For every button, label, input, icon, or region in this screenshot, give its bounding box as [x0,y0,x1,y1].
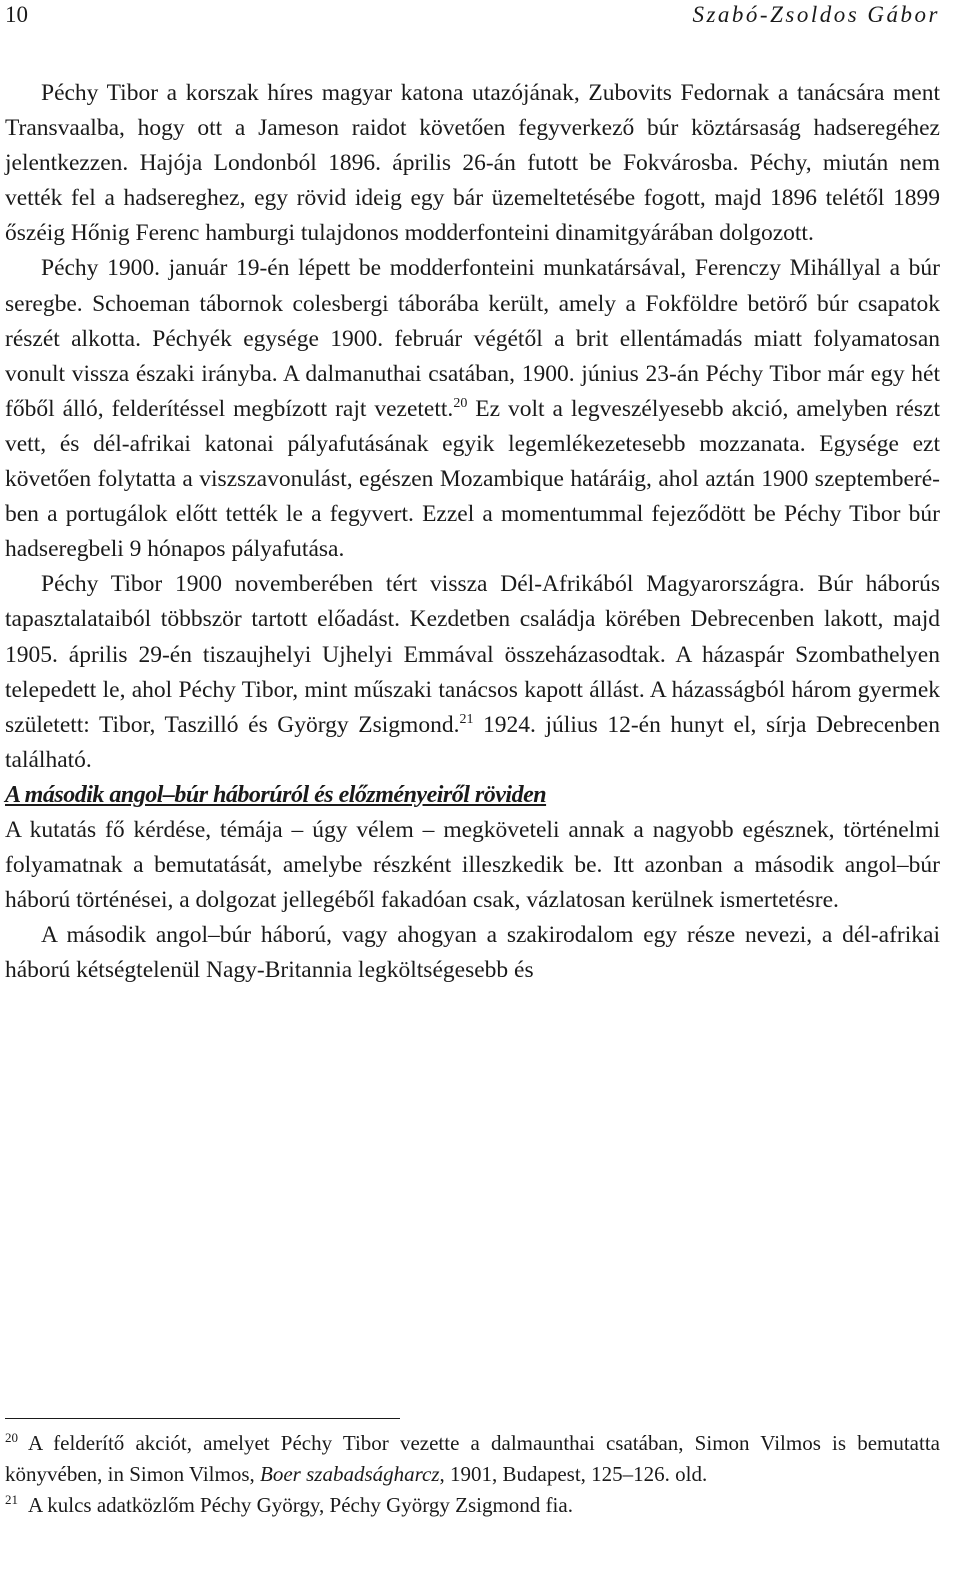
paragraph: A második angol–búr háború, vagy ahogyan a szakirodalom egy része nevezi, a dél-afrikai háború kétségtelenül Nagy-Britannia legköltségesebb és [5,922,940,984]
running-head-author: Szabó-Zsoldos Gábor [692,2,940,27]
paragraph [5,76,940,251]
section-title: A második angol–búr háborúról és előzményeiről röviden [5,781,547,808]
page-number: 10 [5,2,28,27]
paragraph-text: Péchy Tibor 1900 novemberében tért vissza Dél-Afrikából Magyarországra. Búr háborús tapasztalataiból többször tartott előadást. Kezdetben családja körében Debrecenben lakott, majd 1905. április 29-én tiszaujhelyi Ujhelyi Emmával összeházasodtak. A házaspár Szombathelyen telepedett le, ahol Péchy Tibor, mint műszaki tanácsos kapott állást. A házasságból három gyermek született: Tibor, Taszilló és György Zsigmond. [5,571,940,738]
footnote-separator [5,1418,400,1419]
footnote-ref[interactable]: 20 [453,395,468,411]
body-text [5,76,940,988]
paragraph: A kutatás fő kérdése, témája – úgy vélem – megköveteli annak a nagyobb egésznek, történelmi folyamatnak a bemutatását, amelybe részként illeszkedik be. Itt azonban a második angol–búr háború történései, a dolgozat jellegéből fakadóan csak, vázlatosan kerülnek ismertetésre. [5,816,940,914]
paragraph-text: Ez volt a legveszélyesebb akció, amelyben részt vett, és dél-afrikai katonai pályafutásának egyik legemlékezetesebb mozzanata. Egysége ezt követően folytatta a viszszavonulást, egészen Mozambique határáig, ahol aztán 1900 szeptemberében a portugálok előtt tették le a fegyvert. Ezzel a momentummal fejeződött be Péchy Tibor búr hadseregbeli 9 hónapos pályafutása. [5,395,940,563]
footnote-ref[interactable]: 21 [459,711,474,727]
paragraph [5,567,940,778]
footnote-text: A kulcs adatközlőm Péchy György, Péchy György Zsigmond fia. [28,1493,573,1517]
footnotes [5,1428,940,1521]
footnote-text: A felderítő akciót, amelyet Péchy Tibor vezette a dalmaunthai csatában, Simon Vilmos is bemutatta könyvében, in Simon Vilmos, [5,1431,940,1486]
paragraph [5,251,940,567]
paragraph-text: 1924. július 12-én hunyt el, sírja Debrecenben található. [5,711,940,773]
footnote-text: , 1901, Budapest, 125–126. old. [439,1462,708,1486]
paragraph-text: Péchy Tibor a korszak híres magyar katona utazójának, Zubovits Fedornak a tanácsára ment Transvaalba, hogy ott a Jameson raidot követően fegyverkező búr köztársaság hadseregéhez jelentkezzen. Hajója Londonból 1896. április 26-án futott be Fokvárosba. Péchy, miután nem vették fel a hadsereghez, egy rövid ideig egy bár üzemeltetésébe fogott, majd 1896 telétől 1899 őszéig Hőnig Ferenc hamburgi tulajdonos modderfonteini dinamitgyárában dolgozott. [5,80,940,247]
footnote-number: 20 [5,1430,18,1445]
page-header [5,0,940,40]
footnote [5,1428,940,1490]
footnote-number: 21 [5,1492,18,1507]
footnote-book-title: Boer szabadságharcz [260,1462,440,1486]
document-page [5,0,940,1517]
paragraph-text: Péchy 1900. január 19-én lépett be modderfonteini munkatársával, Ferenczy Mihállyal a búr seregbe. Schoeman tábornok colesbergi táborába került, amely a Fokföldre betörő búr csapatok részét alkotta. Péchyék egysége 1900. február végétől a brit ellentámadás miatt folyamatosan vonult vissza északi irányba. A dalmanuthai csatában, 1900. június 23-án Péchy Tibor már egy hét főből álló, felderítéssel megbízott rajt vezetett. [5,255,940,422]
footnote [5,1490,940,1521]
